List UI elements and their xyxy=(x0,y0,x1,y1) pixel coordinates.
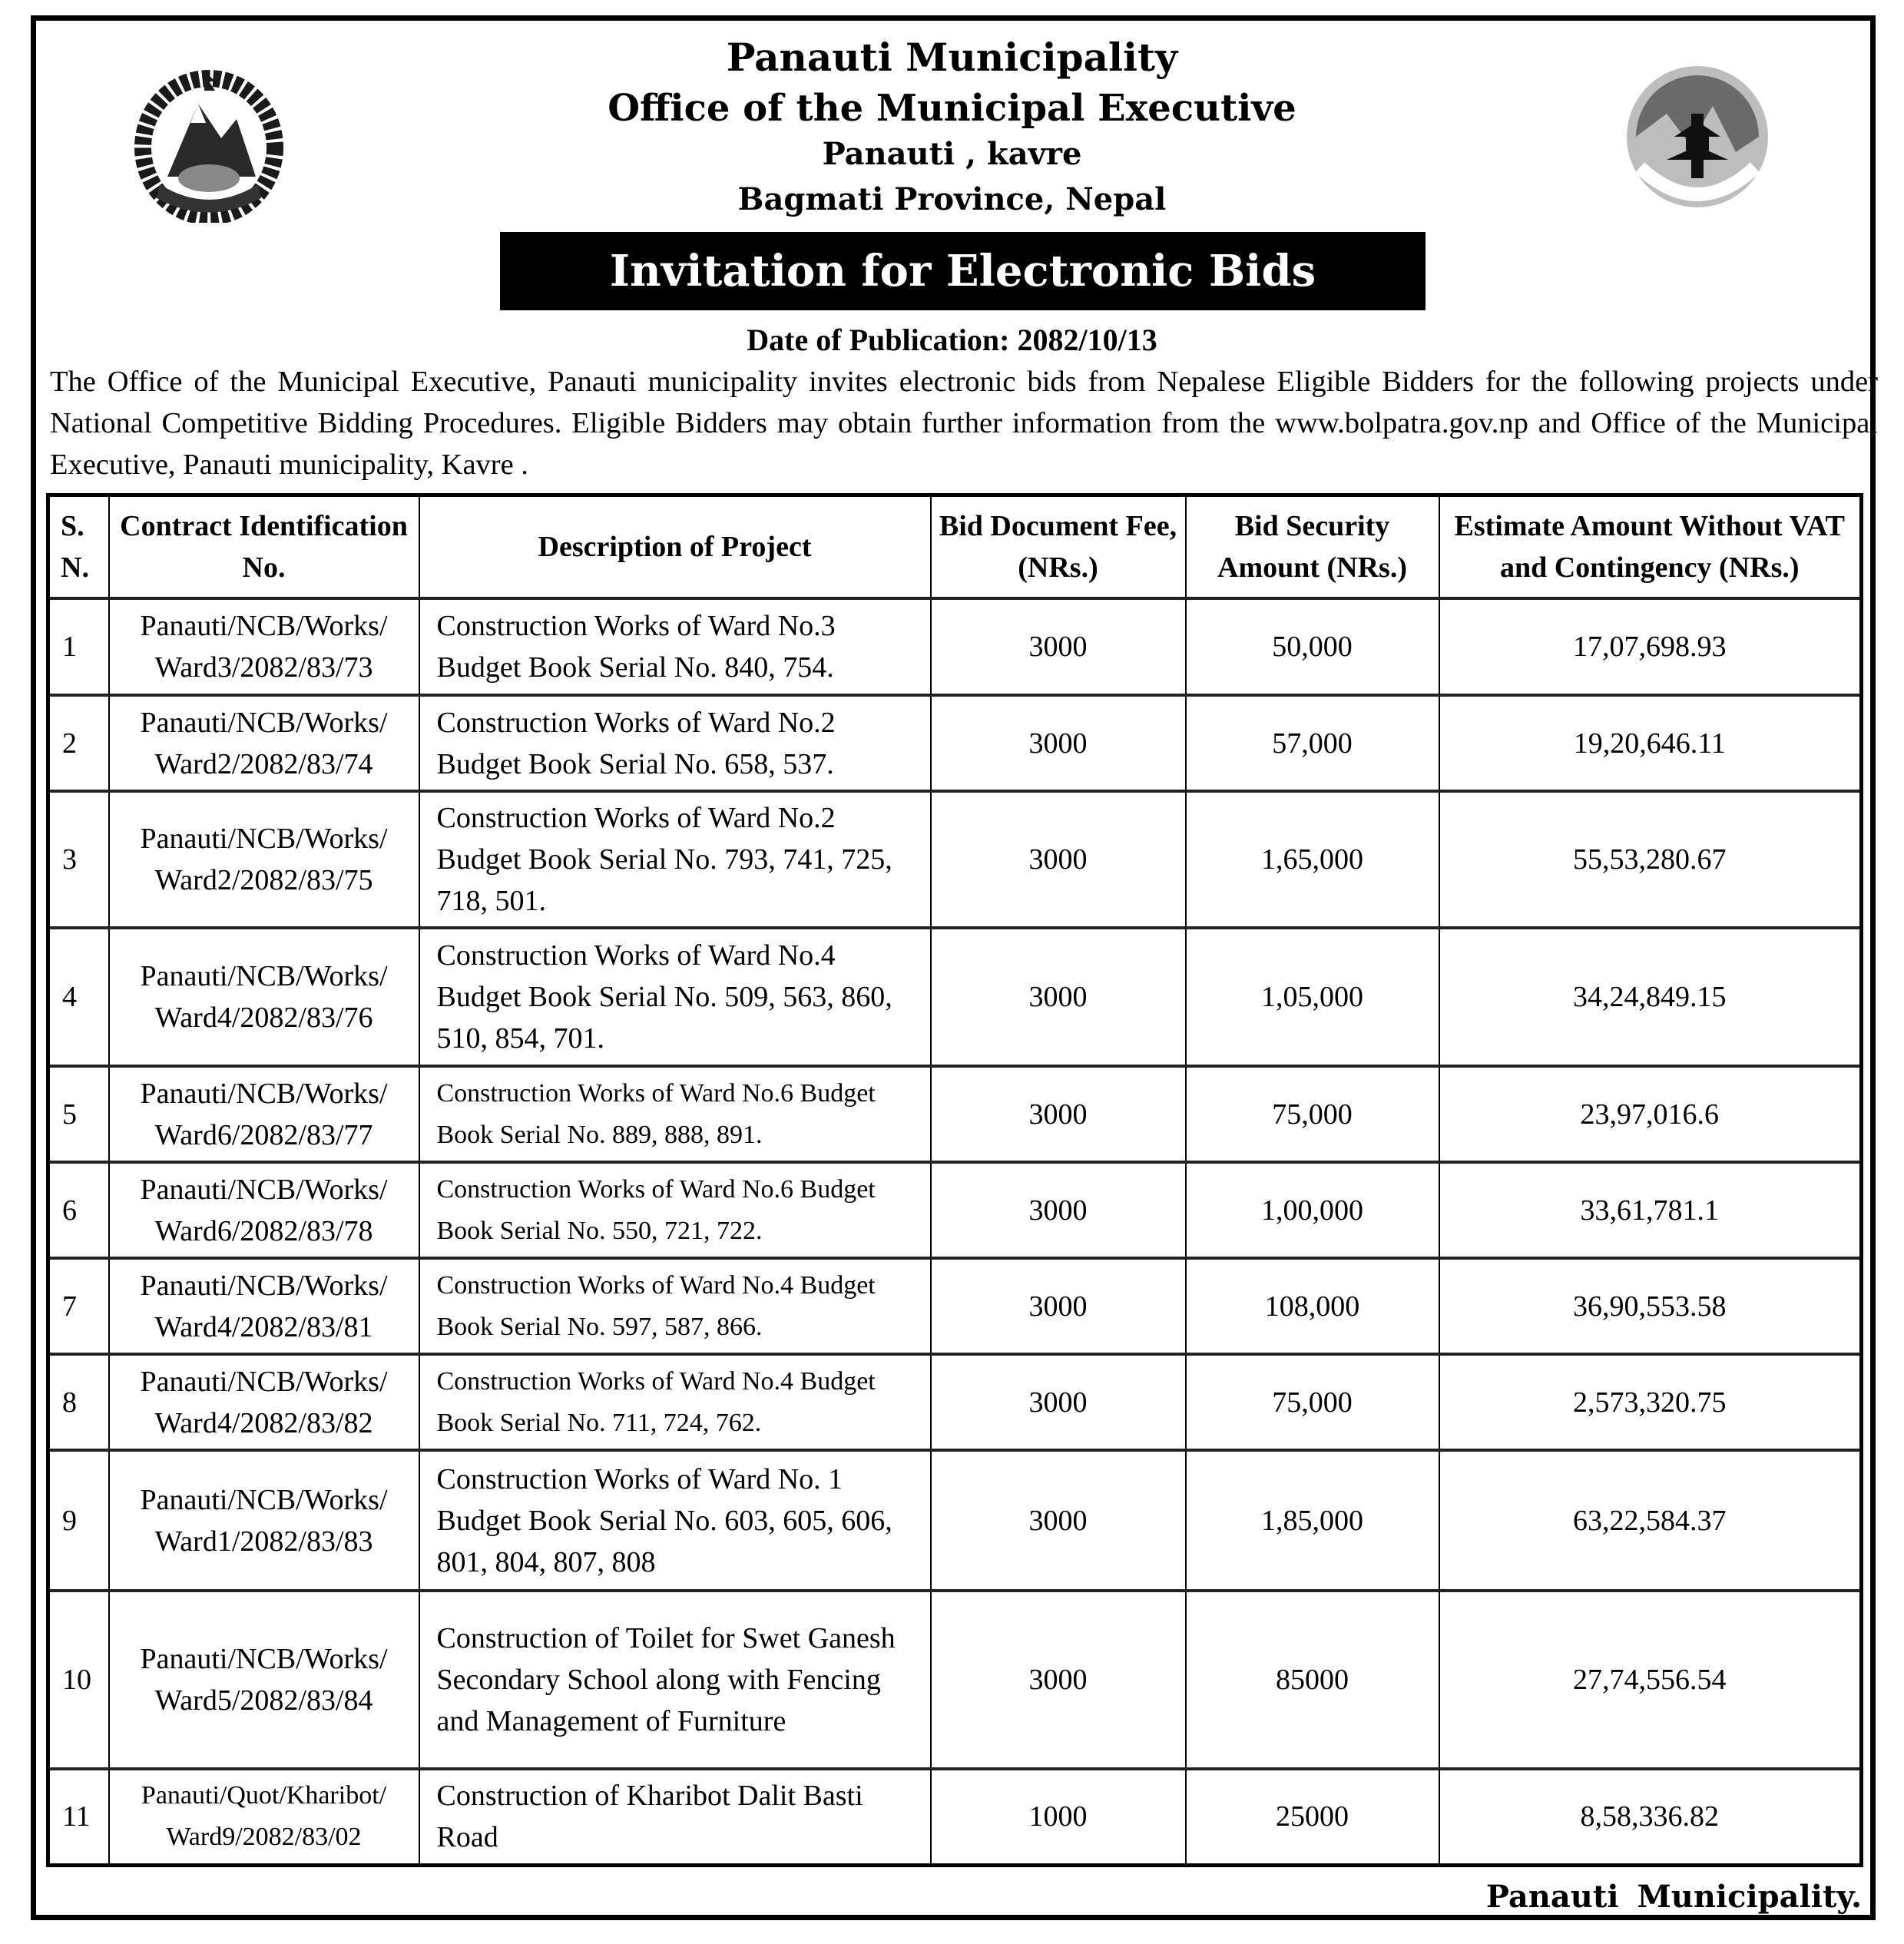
cell-sn: 2 xyxy=(48,695,109,791)
cell-description: Construction Works of Ward No.3 Budget Book Serial No. 840, 754. xyxy=(419,598,931,695)
cell-contract-id: Panauti/NCB/Works/ Ward2/2082/83/74 xyxy=(109,695,419,791)
table-row xyxy=(48,598,1862,695)
cell-bid-fee: 3000 xyxy=(931,1162,1186,1258)
cell-bid-fee: 3000 xyxy=(931,791,1186,928)
table-row xyxy=(48,1450,1862,1591)
signature: Panauti Municipality. xyxy=(1485,1879,1862,1915)
header-contract-id: Contract Identification No. xyxy=(109,495,419,599)
cell-description: Construction of Kharibot Dalit Basti Road xyxy=(419,1769,931,1865)
cell-description: Construction Works of Ward No.6 Budget Book Serial No. 889, 888, 891. xyxy=(419,1066,931,1162)
cell-bid-security: 108,000 xyxy=(1186,1258,1439,1354)
intro-paragraph: The Office of the Municipal Executive, Panauti municipality invites electronic bids from Nepalese Eligible Bidders for the following projects under National Competitive Bidding Procedures. Eligible Bidders may obtain further information from the www.bolpatra.gov.np and Office of the Municipal Executive, Panauti municipality, Kavre . xyxy=(50,366,1878,481)
cell-bid-security: 1,00,000 xyxy=(1186,1162,1439,1258)
cell-description: Construction Works of Ward No.2 Budget Book Serial No. 658, 537. xyxy=(419,695,931,791)
cell-bid-security: 57,000 xyxy=(1186,695,1439,791)
cell-bid-fee: 3000 xyxy=(931,1258,1186,1354)
cell-sn: 3 xyxy=(48,791,109,928)
cell-contract-id: Panauti/NCB/Works/ Ward4/2082/83/76 xyxy=(109,928,419,1066)
cell-description: Construction Works of Ward No.2 Budget Book Serial No. 793, 741, 725, 718, 501. xyxy=(419,791,931,928)
cell-estimate: 34,24,849.15 xyxy=(1439,928,1862,1066)
cell-description: Construction of Toilet for Swet Ganesh Secondary School along with Fencing and Management of Furniture xyxy=(419,1591,931,1769)
cell-bid-fee: 3000 xyxy=(931,1450,1186,1591)
cell-estimate: 63,22,584.37 xyxy=(1439,1450,1862,1591)
cell-contract-id: Panauti/NCB/Works/ Ward4/2082/83/81 xyxy=(109,1258,419,1354)
cell-sn: 10 xyxy=(48,1591,109,1769)
cell-bid-security: 75,000 xyxy=(1186,1354,1439,1450)
cell-bid-security: 75,000 xyxy=(1186,1066,1439,1162)
cell-bid-fee: 1000 xyxy=(931,1769,1186,1865)
table-row xyxy=(48,928,1862,1066)
cell-bid-fee: 3000 xyxy=(931,1066,1186,1162)
letterhead xyxy=(0,31,1904,223)
notice-title-banner: Invitation for Electronic Bids xyxy=(500,232,1426,310)
cell-estimate: 17,07,698.93 xyxy=(1439,598,1862,695)
cell-contract-id: Panauti/NCB/Works/ Ward4/2082/83/82 xyxy=(109,1354,419,1450)
cell-bid-security: 50,000 xyxy=(1186,598,1439,695)
table-row xyxy=(48,1354,1862,1450)
table-row xyxy=(48,1591,1862,1769)
cell-estimate: 36,90,553.58 xyxy=(1439,1258,1862,1354)
table-row xyxy=(48,791,1862,928)
table-row xyxy=(48,1066,1862,1162)
cell-bid-fee: 3000 xyxy=(931,1591,1186,1769)
cell-estimate: 8,58,336.82 xyxy=(1439,1769,1862,1865)
cell-estimate: 27,74,556.54 xyxy=(1439,1591,1862,1769)
cell-estimate: 19,20,646.11 xyxy=(1439,695,1862,791)
cell-sn: 4 xyxy=(48,928,109,1066)
table-row xyxy=(48,1162,1862,1258)
table-row xyxy=(48,695,1862,791)
table-row xyxy=(48,1769,1862,1865)
cell-sn: 9 xyxy=(48,1450,109,1591)
cell-bid-security: 1,65,000 xyxy=(1186,791,1439,928)
cell-sn: 7 xyxy=(48,1258,109,1354)
cell-estimate: 55,53,280.67 xyxy=(1439,791,1862,928)
cell-description: Construction Works of Ward No. 1 Budget Book Serial No. 603, 605, 606, 801, 804, 807, 808 xyxy=(419,1450,931,1591)
org-name: Panauti Municipality xyxy=(726,35,1178,80)
cell-sn: 1 xyxy=(48,598,109,695)
cell-bid-fee: 3000 xyxy=(931,1354,1186,1450)
cell-bid-fee: 3000 xyxy=(931,695,1186,791)
cell-sn: 8 xyxy=(48,1354,109,1450)
cell-description: Construction Works of Ward No.4 Budget Book Serial No. 711, 724, 762. xyxy=(419,1354,931,1450)
cell-description: Construction Works of Ward No.4 Budget Book Serial No. 597, 587, 866. xyxy=(419,1258,931,1354)
cell-bid-security: 1,05,000 xyxy=(1186,928,1439,1066)
cell-contract-id: Panauti/Quot/Kharibot/ Ward9/2082/83/02 xyxy=(109,1769,419,1865)
publication-date: Date of Publication: 2082/10/13 xyxy=(747,323,1157,357)
cell-bid-security: 25000 xyxy=(1186,1769,1439,1865)
cell-bid-fee: 3000 xyxy=(931,598,1186,695)
cell-contract-id: Panauti/NCB/Works/ Ward1/2082/83/83 xyxy=(109,1450,419,1591)
header-description: Description of Project xyxy=(419,495,931,599)
cell-contract-id: Panauti/NCB/Works/ Ward5/2082/83/84 xyxy=(109,1591,419,1769)
cell-contract-id: Panauti/NCB/Works/ Ward6/2082/83/77 xyxy=(109,1066,419,1162)
office-location: Panauti , kavre xyxy=(822,136,1082,172)
cell-sn: 11 xyxy=(48,1769,109,1865)
cell-contract-id: Panauti/NCB/Works/ Ward2/2082/83/75 xyxy=(109,791,419,928)
cell-estimate: 2,573,320.75 xyxy=(1439,1354,1862,1450)
cell-description: Construction Works of Ward No.4 Budget Book Serial No. 509, 563, 860, 510, 854, 701. xyxy=(419,928,931,1066)
province: Bagmati Province, Nepal xyxy=(737,181,1167,217)
cell-contract-id: Panauti/NCB/Works/ Ward6/2082/83/78 xyxy=(109,1162,419,1258)
table-header-row xyxy=(48,495,1862,599)
cell-sn: 5 xyxy=(48,1066,109,1162)
header-bid-security: Bid Security Amount (NRs.) xyxy=(1186,495,1439,599)
cell-estimate: 23,97,016.6 xyxy=(1439,1066,1862,1162)
cell-sn: 6 xyxy=(48,1162,109,1258)
header-estimate: Estimate Amount Without VAT and Contingency (NRs.) xyxy=(1439,495,1862,599)
office-name: Office of the Municipal Executive xyxy=(608,87,1296,130)
cell-estimate: 33,61,781.1 xyxy=(1439,1162,1862,1258)
header-bid-fee: Bid Document Fee, (NRs.) xyxy=(931,495,1186,599)
cell-bid-security: 85000 xyxy=(1186,1591,1439,1769)
cell-bid-fee: 3000 xyxy=(931,928,1186,1066)
cell-contract-id: Panauti/NCB/Works/ Ward3/2082/83/73 xyxy=(109,598,419,695)
header-sn: S. N. xyxy=(48,495,109,599)
bids-table xyxy=(46,493,1863,1867)
cell-description: Construction Works of Ward No.6 Budget Book Serial No. 550, 721, 722. xyxy=(419,1162,931,1258)
table-row xyxy=(48,1258,1862,1354)
cell-bid-security: 1,85,000 xyxy=(1186,1450,1439,1591)
